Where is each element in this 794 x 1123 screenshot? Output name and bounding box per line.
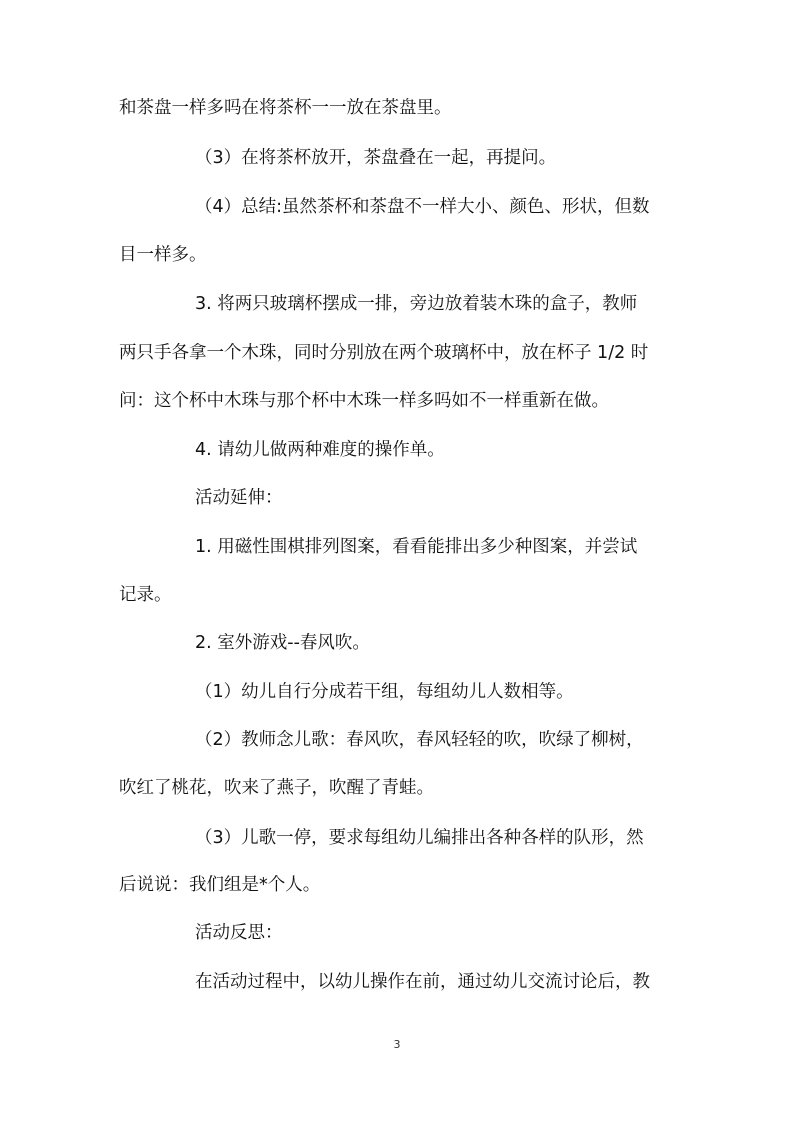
text-line: 2. 室外游戏--春风吹。 <box>195 633 370 653</box>
text-line: 两只手各拿一个木珠，同时分别放在两个玻璃杯中，放在杯子 1/2 时 <box>119 343 649 363</box>
text-line: 1. 用磁性围棋排列图案，看看能排出多少种图案，并尝试 <box>195 537 638 557</box>
text-line: 问：这个杯中木珠与那个杯中木珠一样多吗如不一样重新在做。 <box>119 391 609 411</box>
text-line: （3）在将茶杯放开，茶盘叠在一起，再提问。 <box>195 148 557 168</box>
text-line: 吹红了桃花，吹来了燕子，吹醒了青蛙。 <box>119 778 434 798</box>
text-line: 和茶盘一样多吗在将茶杯一一放在茶盘里。 <box>119 98 452 118</box>
text-line: 3. 将两只玻璃杯摆成一排，旁边放着装木珠的盒子，教师 <box>195 294 638 314</box>
text-line: 4. 请幼儿做两种难度的操作单。 <box>195 440 445 460</box>
text-line: 后说说：我们组是*个人。 <box>119 875 321 895</box>
text-line: （4）总结:虽然茶杯和茶盘不一样大小、颜色、形状，但数 <box>195 197 650 217</box>
text-line: 在活动过程中，以幼儿操作在前，通过幼儿交流讨论后，教 <box>195 972 650 992</box>
text-line: 记录。 <box>119 585 172 605</box>
page-number: 3 <box>393 1038 401 1051</box>
text-line: 目一样多。 <box>119 245 207 265</box>
text-line: （3）儿歌一停，要求每组幼儿编排出各种各样的队形，然 <box>195 828 644 848</box>
section-heading: 活动反思： <box>195 923 283 943</box>
section-heading: 活动延伸： <box>195 488 283 508</box>
text-line: （2）教师念儿歌：春风吹，春风轻轻的吹，吹绿了柳树， <box>195 730 644 750</box>
text-line: （1）幼儿自行分成若干组，每组幼儿人数相等。 <box>195 682 574 702</box>
